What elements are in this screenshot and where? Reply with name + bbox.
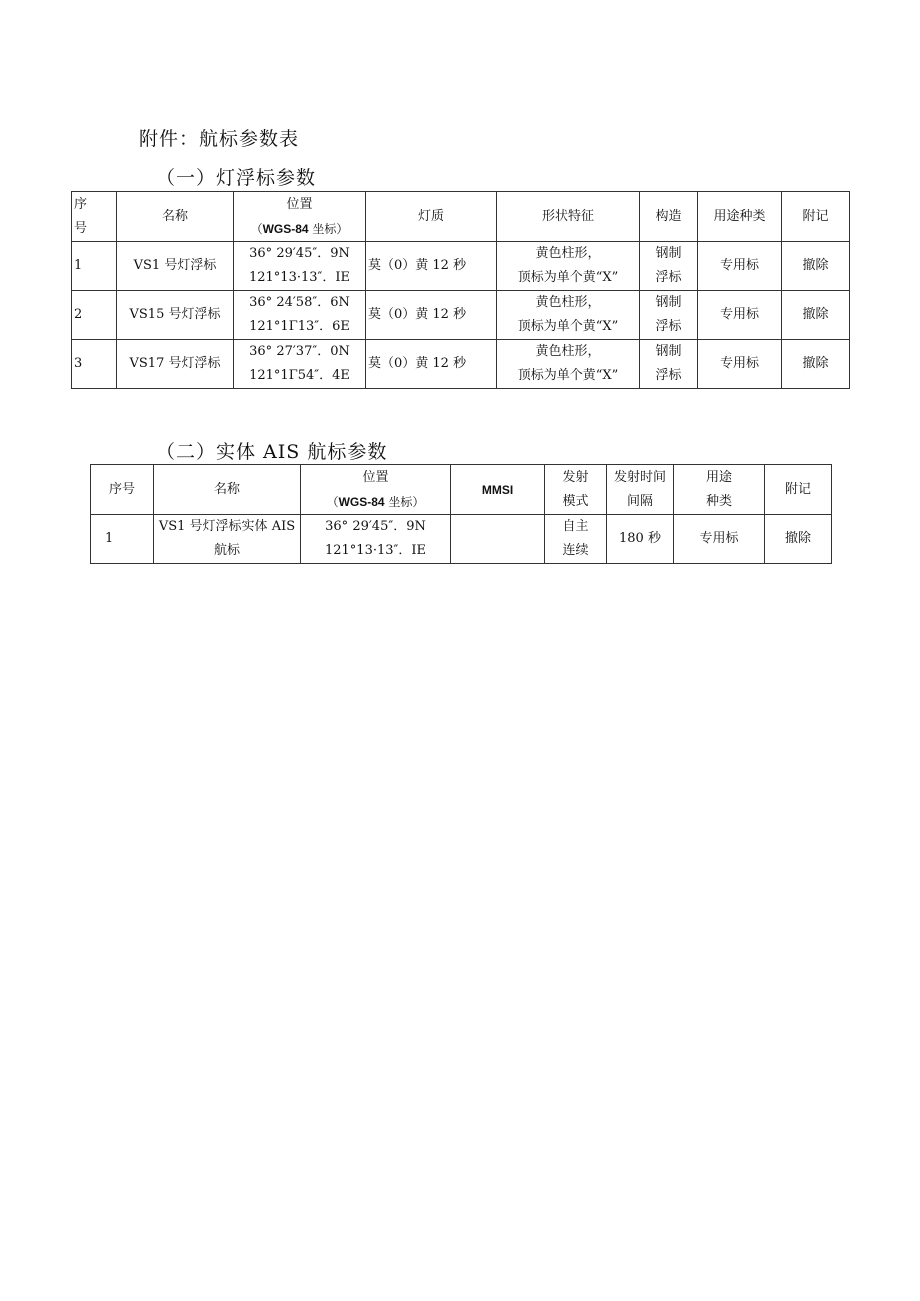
cell-usage: 专用标 [674, 515, 765, 564]
ais-buoy-table [90, 464, 832, 564]
cell-shape: 黄色柱形， 顶标为单个黄“X” [497, 291, 640, 340]
header-position: 位置 （WGS-84 坐标） [301, 465, 451, 515]
cell-seq: 1 [72, 242, 117, 291]
cell-usage: 专用标 [698, 340, 782, 389]
cell-mode: 自主 连续 [545, 515, 607, 564]
cell-position: 36° 29′45″．9N 121°13·13″．IE [301, 515, 451, 564]
cell-shape: 黄色柱形， 顶标为单个黄“X” [497, 242, 640, 291]
cell-note: 撤除 [782, 242, 850, 291]
header-position: 位置 （WGS-84 坐标） [234, 192, 366, 242]
cell-mmsi [451, 515, 545, 564]
header-structure: 构造 [640, 192, 698, 242]
cell-name: VS1 号灯浮标实体 AIS 航标 [154, 515, 301, 564]
cell-name: VS17 号灯浮标 [117, 340, 234, 389]
section2-title: （二）实体 AIS 航标参数 [156, 441, 388, 463]
header-seq: 序 号 [72, 192, 117, 242]
header-interval: 发射时间 间隔 [607, 465, 674, 515]
table-row [72, 291, 850, 340]
cell-position: 36° 29′45″．9N 121°13·13″．IE [234, 242, 366, 291]
header-mode: 发射 模式 [545, 465, 607, 515]
cell-usage: 专用标 [698, 291, 782, 340]
cell-seq: 2 [72, 291, 117, 340]
cell-structure: 钢制 浮标 [640, 340, 698, 389]
cell-note: 撤除 [782, 291, 850, 340]
header-mmsi: MMSI [451, 465, 545, 515]
table-header-row [72, 192, 850, 242]
light-buoy-table [71, 191, 850, 389]
table-header-row [91, 465, 832, 515]
header-name: 名称 [154, 465, 301, 515]
table-row [72, 340, 850, 389]
header-light: 灯质 [366, 192, 497, 242]
header-note: 附记 [765, 465, 832, 515]
cell-seq: 3 [72, 340, 117, 389]
cell-structure: 钢制 浮标 [640, 242, 698, 291]
cell-position: 36° 24′58″．6N 121°1Γ13″．6E [234, 291, 366, 340]
cell-light: 莫（0）黄 12 秒 [366, 242, 497, 291]
cell-seq: 1 [91, 515, 154, 564]
header-usage: 用途 种类 [674, 465, 765, 515]
cell-note: 撤除 [765, 515, 832, 564]
cell-light: 莫（0）黄 12 秒 [366, 291, 497, 340]
cell-light: 莫（0）黄 12 秒 [366, 340, 497, 389]
table-row [72, 242, 850, 291]
header-seq: 序号 [91, 465, 154, 515]
cell-usage: 专用标 [698, 242, 782, 291]
header-usage: 用途种类 [698, 192, 782, 242]
page-title: 附件：航标参数表 [139, 128, 300, 150]
cell-structure: 钢制 浮标 [640, 291, 698, 340]
cell-note: 撤除 [782, 340, 850, 389]
header-name: 名称 [117, 192, 234, 242]
table-row [91, 515, 832, 564]
header-shape: 形状特征 [497, 192, 640, 242]
section1-title: （一）灯浮标参数 [156, 167, 317, 189]
header-note: 附记 [782, 192, 850, 242]
cell-name: VS15 号灯浮标 [117, 291, 234, 340]
cell-position: 36° 27′37″．0N 121°1Γ54″．4E [234, 340, 366, 389]
cell-name: VS1 号灯浮标 [117, 242, 234, 291]
cell-interval: 180 秒 [607, 515, 674, 564]
cell-shape: 黄色柱形， 顶标为单个黄“X” [497, 340, 640, 389]
